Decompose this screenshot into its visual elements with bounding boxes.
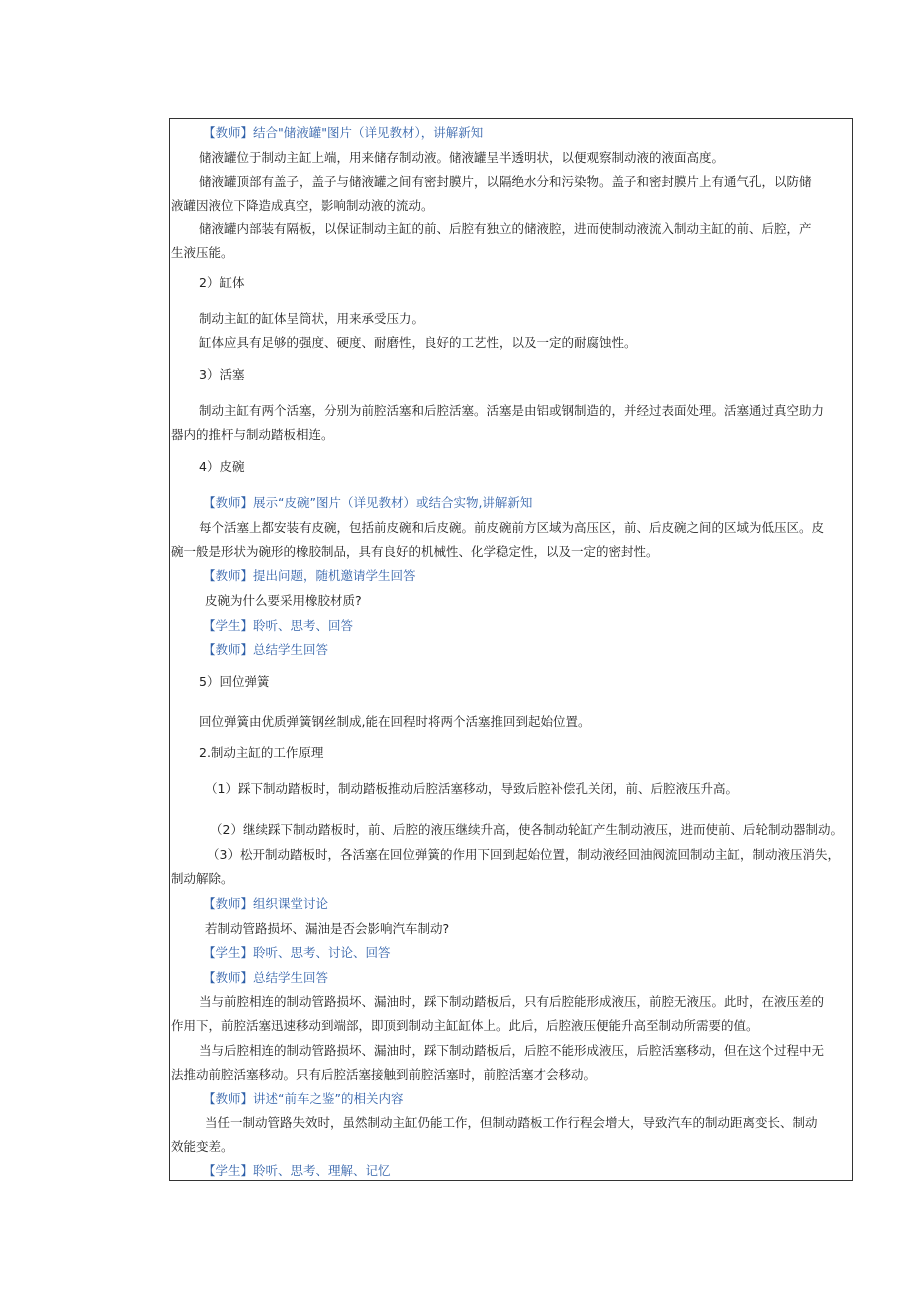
section-heading: 2）缸体 — [199, 275, 245, 290]
paragraph-line: （2）继续踩下制动踏板时，前、后腔的液压继续升高，使各制动轮缸产生制动液压，进而使前、后轮制动器制动。 — [210, 822, 843, 837]
paragraph-line: （1）踩下制动踏板时，制动踏板推动后腔活塞移动，导致后腔补偿孔关闭，前、后腔液压升高。 — [205, 781, 738, 796]
teacher-note: 【教师】提出问题，随机邀请学生回答 — [203, 568, 416, 583]
paragraph-line: 当任一制动管路失效时，虽然制动主缸仍能工作，但制动踏板工作行程会增大，导致汽车的制动距离变长、制动 — [205, 1115, 818, 1130]
question-line: 皮碗为什么要采用橡胶材质? — [205, 593, 362, 608]
section-heading: 2.制动主缸的工作原理 — [199, 745, 324, 760]
student-note: 【学生】聆听、思考、理解、记忆 — [203, 1163, 391, 1178]
student-note: 【学生】聆听、思考、讨论、回答 — [203, 945, 391, 960]
student-note: 【学生】聆听、思考、回答 — [203, 618, 354, 633]
teacher-note: 【教师】结合"储液罐"图片（详见教材），讲解新知 — [203, 125, 484, 140]
teacher-note: 【教师】总结学生回答 — [203, 642, 329, 657]
paragraph-line: 效能变差。 — [171, 1139, 234, 1154]
paragraph-line: 作用下，前腔活塞迅速移动到端部，即顶到制动主缸缸体上。此后，后腔液压便能升高至制动所需要的值。 — [171, 1018, 759, 1033]
paragraph-line: 法推动前腔活塞移动。只有后腔活塞接触到前腔活塞时，前腔活塞才会移动。 — [171, 1067, 597, 1082]
paragraph-line: 制动主缸有两个活塞，分别为前腔活塞和后腔活塞。活塞是由铝或钢制造的，并经过表面处理。活塞通过真空助力 — [199, 403, 825, 418]
question-line: 若制动管路损坏、漏油是否会影响汽车制动? — [205, 921, 450, 936]
paragraph-line: 缸体应具有足够的强度、硬度、耐磨性，良好的工艺性，以及一定的耐腐蚀性。 — [199, 335, 637, 350]
paragraph-line: 每个活塞上都安装有皮碗，包括前皮碗和后皮碗。前皮碗前方区域为高压区，前、后皮碗之间的区域为低压区。皮 — [199, 520, 825, 535]
paragraph-line: 回位弹簧由优质弹簧钢丝制成,能在回程时将两个活塞推回到起始位置。 — [199, 714, 591, 729]
section-heading: 3）活塞 — [199, 367, 245, 382]
paragraph-line: （3）松开制动踏板时，各活塞在回位弹簧的作用下回到起始位置，制动液经回油阀流回制动主缸，制动液压消失， — [207, 847, 840, 862]
paragraph-line: 当与前腔相连的制动管路损坏、漏油时，踩下制动踏板后，只有后腔能形成液压，前腔无液压。此时，在液压差的 — [199, 994, 825, 1009]
section-heading: 4）皮碗 — [199, 459, 245, 474]
paragraph-line: 储液罐顶部有盖子，盖子与储液罐之间有密封膜片，以隔绝水分和污染物。盖子和密封膜片上有通气孔，以防储 — [199, 174, 812, 189]
teacher-note: 【教师】展示“皮碗”图片（详见教材）或结合实物,讲解新知 — [203, 495, 533, 510]
paragraph-line: 碗一般是形状为碗形的橡胶制品，具有良好的机械性、化学稳定性，以及一定的密封性。 — [171, 544, 659, 559]
paragraph-line: 储液罐位于制动主缸上端，用来储存制动液。储液罐呈半透明状，以便观察制动液的液面高度。 — [199, 150, 725, 165]
paragraph-line: 制动主缸的缸体呈筒状，用来承受压力。 — [199, 311, 425, 326]
teacher-note: 【教师】总结学生回答 — [203, 970, 329, 985]
paragraph-line: 当与后腔相连的制动管路损坏、漏油时，踩下制动踏板后，后腔不能形成液压，后腔活塞移动，但在这个过程中无 — [199, 1043, 825, 1058]
paragraph-line: 生液压能。 — [171, 245, 234, 260]
teacher-note: 【教师】讲述“前车之鉴”的相关内容 — [203, 1091, 404, 1106]
paragraph-line: 储液罐内部装有隔板，以保证制动主缸的前、后腔有独立的储液腔，进而使制动液流入制动主缸的前、后腔，产 — [199, 221, 812, 236]
paragraph-line: 液罐因液位下降造成真空，影响制动液的流动。 — [171, 198, 434, 213]
teacher-note: 【教师】组织课堂讨论 — [203, 896, 329, 911]
paragraph-line: 制动解除。 — [171, 871, 234, 886]
section-heading: 5）回位弹簧 — [199, 674, 270, 689]
paragraph-line: 器内的推杆与制动踏板相连。 — [171, 427, 334, 442]
